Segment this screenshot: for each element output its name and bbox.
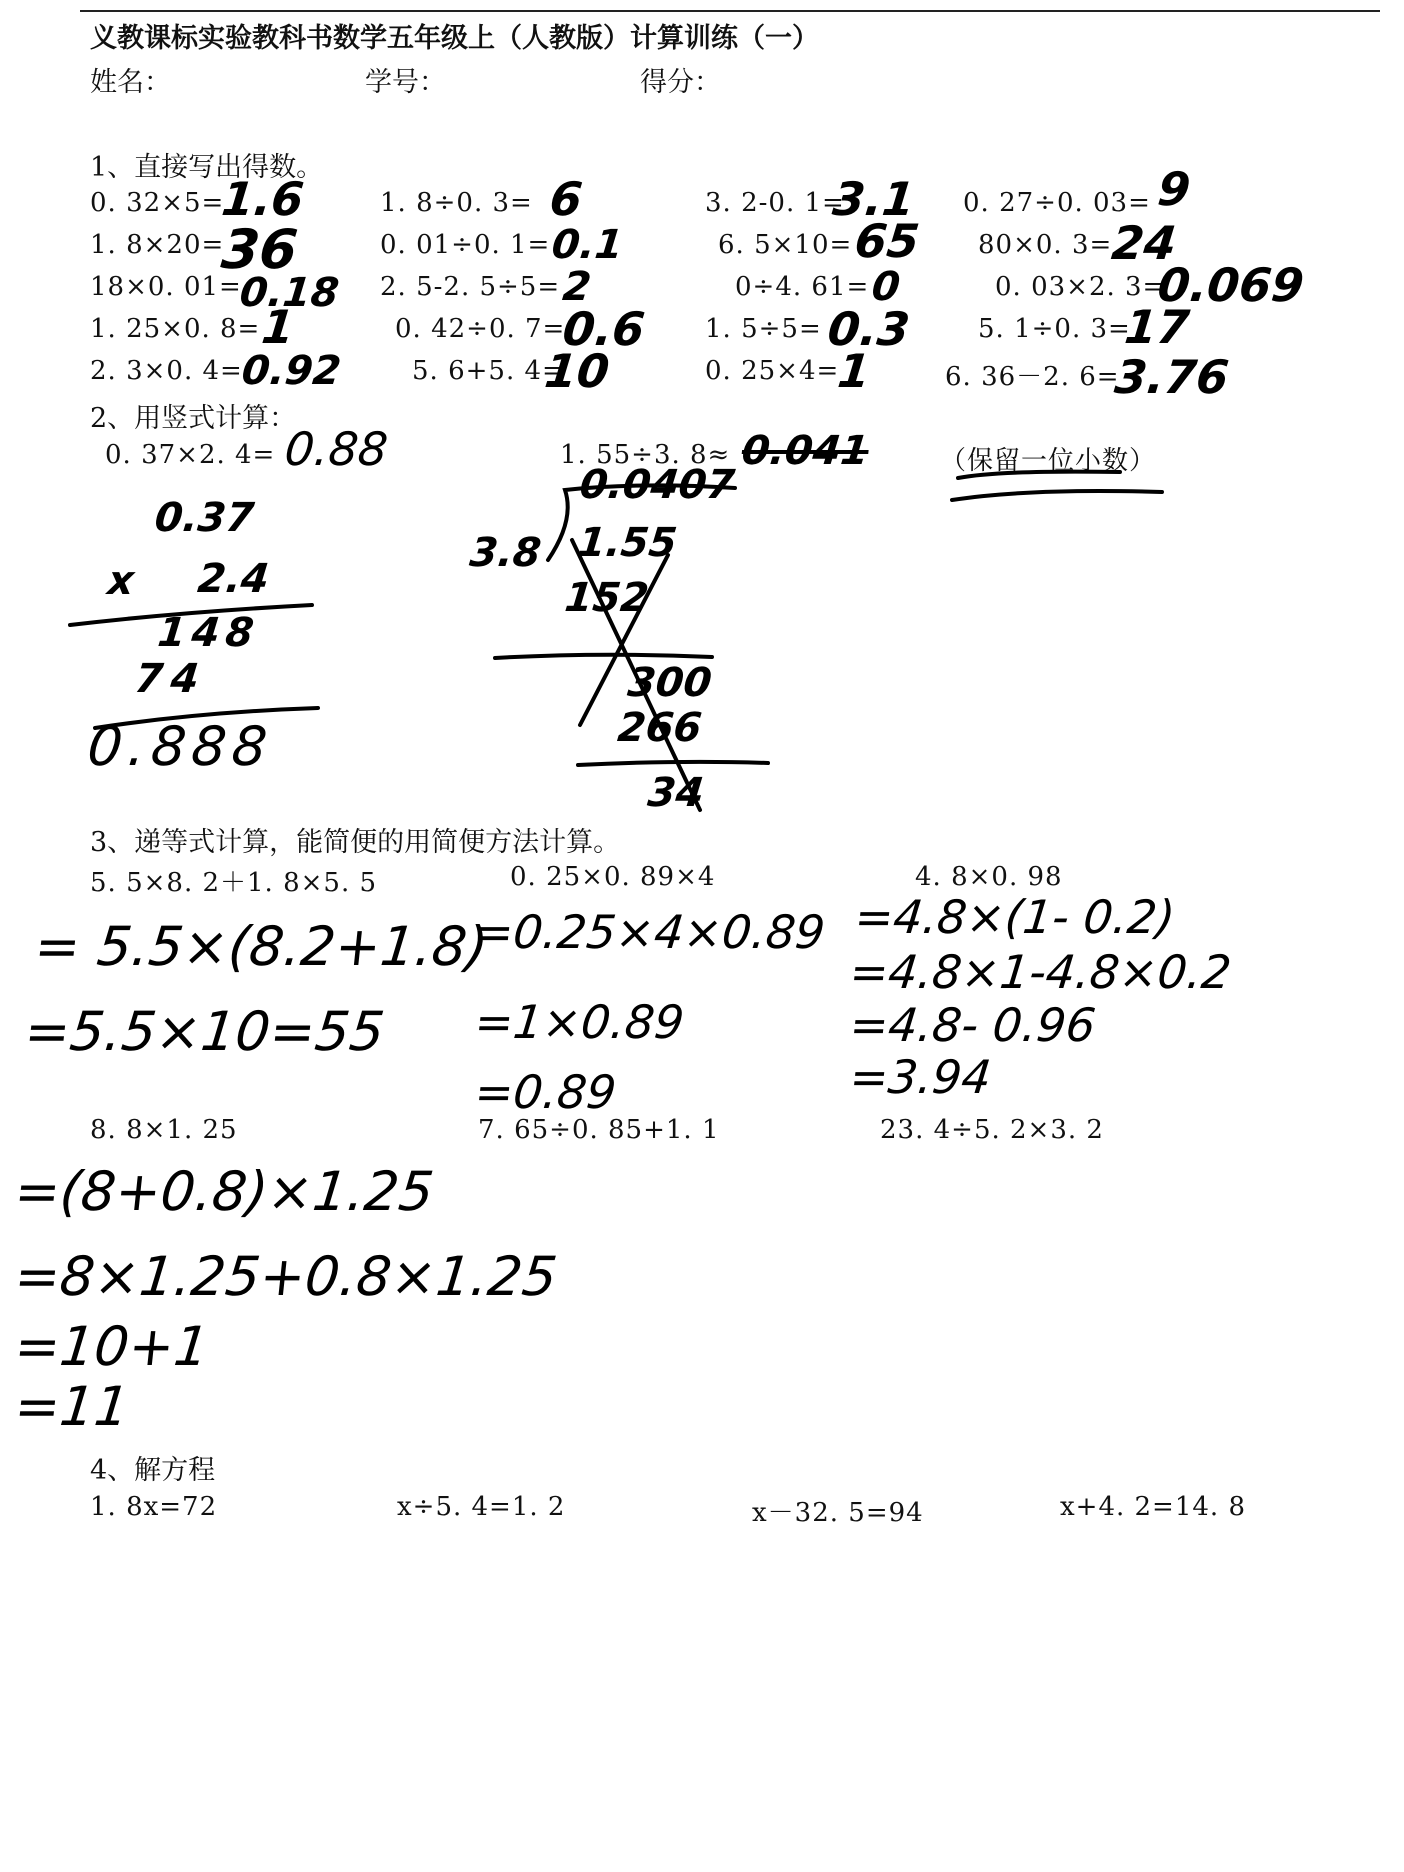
- handwritten-answer: 6: [547, 172, 585, 226]
- equation: x+4. 2=14. 8: [1060, 1492, 1247, 1522]
- problem-q: 5. 1÷0. 3=: [978, 314, 1131, 344]
- problem-q: 1. 8×20=: [90, 230, 225, 260]
- work-text: 0.37: [152, 495, 257, 541]
- work-step: =3.94: [847, 1050, 994, 1104]
- work-step: = 5.5×(8.2+1.8): [31, 915, 491, 978]
- work-step: =0.25×4×0.89: [472, 905, 828, 959]
- problem-q: 8. 8×1. 25: [90, 1115, 238, 1145]
- problem-q: 0. 03×2. 3=: [995, 272, 1166, 302]
- name-label: 姓名：: [90, 67, 171, 98]
- equation: x÷5. 4=1. 2: [397, 1492, 566, 1522]
- handwritten-answer: 0.041: [739, 428, 871, 474]
- handwritten-answer: 0: [869, 264, 903, 310]
- work-step: =1×0.89: [472, 995, 687, 1049]
- problem-q: 0. 42÷0. 7=: [395, 314, 566, 344]
- section1-heading: 1、直接写出得数。: [90, 152, 324, 183]
- note-underline: [958, 472, 1120, 478]
- work-line: [495, 655, 712, 658]
- handwritten-answer: 3.76: [1112, 350, 1232, 404]
- problem-q: 0. 37×2. 4=: [105, 440, 276, 470]
- handwritten-answer: 9: [1155, 162, 1193, 216]
- handwritten-answer: 0.6: [560, 302, 648, 356]
- section4-heading: 4、解方程: [90, 1455, 216, 1486]
- handwritten-answer: 2: [560, 264, 594, 310]
- work-text: 152: [562, 575, 651, 621]
- worksheet-title: 义教课标实验教科书数学五年级上（人教版）计算训练（一）: [90, 23, 819, 54]
- work-text: 2.4: [195, 556, 272, 602]
- note-underline: [952, 491, 1162, 500]
- problem-q: 0÷4. 61=: [735, 272, 870, 302]
- equation: x－32. 5=94: [752, 1498, 924, 1528]
- problem-q: 2. 3×0. 4=: [90, 356, 243, 386]
- problem-q: 5. 5×8. 2＋1. 8×5. 5: [90, 868, 378, 898]
- problem-q: 0. 25×0. 89×4: [510, 862, 716, 892]
- handwritten-answer: 3.1: [830, 172, 918, 226]
- work-line: [95, 708, 318, 728]
- work-text: 300: [625, 660, 714, 706]
- problem-q: 1. 8÷0. 3=: [380, 188, 533, 218]
- handwritten-answer: 0.92: [239, 348, 344, 394]
- student-id-label: 学号：: [365, 67, 446, 98]
- score-label: 得分：: [640, 67, 721, 98]
- problem-q: 1. 25×0. 8=: [90, 314, 261, 344]
- work-text: 1.55: [575, 520, 680, 566]
- section3-heading: 3、递等式计算，能简便的用简便方法计算。: [90, 827, 621, 858]
- problem-q: 6. 36－2. 6=: [945, 362, 1120, 392]
- handwritten-answer: 0.069: [1155, 258, 1307, 312]
- work-step: =4.8×1-4.8×0.2: [847, 945, 1234, 999]
- problem-q: 1. 5÷5=: [705, 314, 822, 344]
- work-step: =11: [11, 1375, 133, 1438]
- handwritten-answer: 1: [835, 344, 873, 398]
- handwritten-answer: 0.1: [549, 222, 626, 268]
- work-text: x: [105, 558, 137, 604]
- problem-q: 5. 6+5. 4=: [412, 356, 565, 386]
- handwritten-answer: 10: [542, 344, 612, 398]
- problem-q: 3. 2-0. 1=: [705, 188, 845, 218]
- work-step: =0.89: [472, 1065, 619, 1119]
- work-line: [578, 762, 768, 765]
- work-text: 0.888: [84, 715, 276, 778]
- work-step: =5.5×10=55: [21, 1000, 388, 1063]
- problem-q: 6. 5×10=: [718, 230, 853, 260]
- handwritten-answer: 36: [218, 218, 301, 281]
- work-text: 3.8: [467, 530, 544, 576]
- work-step: =4.8×(1- 0.2): [852, 890, 1178, 944]
- work-line: [70, 605, 312, 625]
- problem-q: 0. 32×5=: [90, 188, 225, 218]
- rounding-note: （保留一位小数）: [940, 446, 1157, 476]
- problem-q: 0. 01÷0. 1=: [380, 230, 551, 260]
- problem-q: 0. 27÷0. 03=: [963, 188, 1151, 218]
- equation: 1. 8x=72: [90, 1492, 218, 1522]
- work-text: 266: [615, 705, 704, 751]
- problem-q: 4. 8×0. 98: [915, 862, 1063, 892]
- work-step: =4.8- 0.96: [847, 998, 1099, 1052]
- problem-q: 80×0. 3=: [978, 230, 1113, 260]
- work-step: =(8+0.8)×1.25: [11, 1160, 437, 1223]
- problem-q: 1. 55÷3. 8≈: [560, 440, 731, 470]
- problem-q: 0. 25×4=: [705, 356, 840, 386]
- handwritten-answer: 24: [1109, 216, 1179, 270]
- handwritten-answer: 17: [1122, 300, 1192, 354]
- section2-heading: 2、用竖式计算：: [90, 403, 297, 434]
- problem-q: 23. 4÷5. 2×3. 2: [880, 1115, 1104, 1145]
- handwritten-answer: 1.6: [219, 172, 307, 226]
- handwritten-answer: 1: [259, 300, 297, 354]
- work-step: =10+1: [11, 1315, 212, 1378]
- work-text: 74: [132, 656, 210, 702]
- problem-q: 7. 65÷0. 85+1. 1: [478, 1115, 720, 1145]
- problem-q: 18×0. 01=: [90, 272, 242, 302]
- work-text: 0.0407: [577, 462, 737, 508]
- work-text: 34: [645, 770, 707, 816]
- work-step: =8×1.25+0.8×1.25: [11, 1245, 560, 1308]
- strike-line: [572, 540, 700, 810]
- handwritten-answer: 0.88: [282, 422, 391, 476]
- handwritten-answer: 0.18: [237, 270, 342, 316]
- handwritten-answer: 0.3: [825, 302, 913, 356]
- work-text: 148: [155, 610, 262, 656]
- handwritten-answer: 65: [852, 214, 922, 268]
- problem-q: 2. 5-2. 5÷5=: [380, 272, 561, 302]
